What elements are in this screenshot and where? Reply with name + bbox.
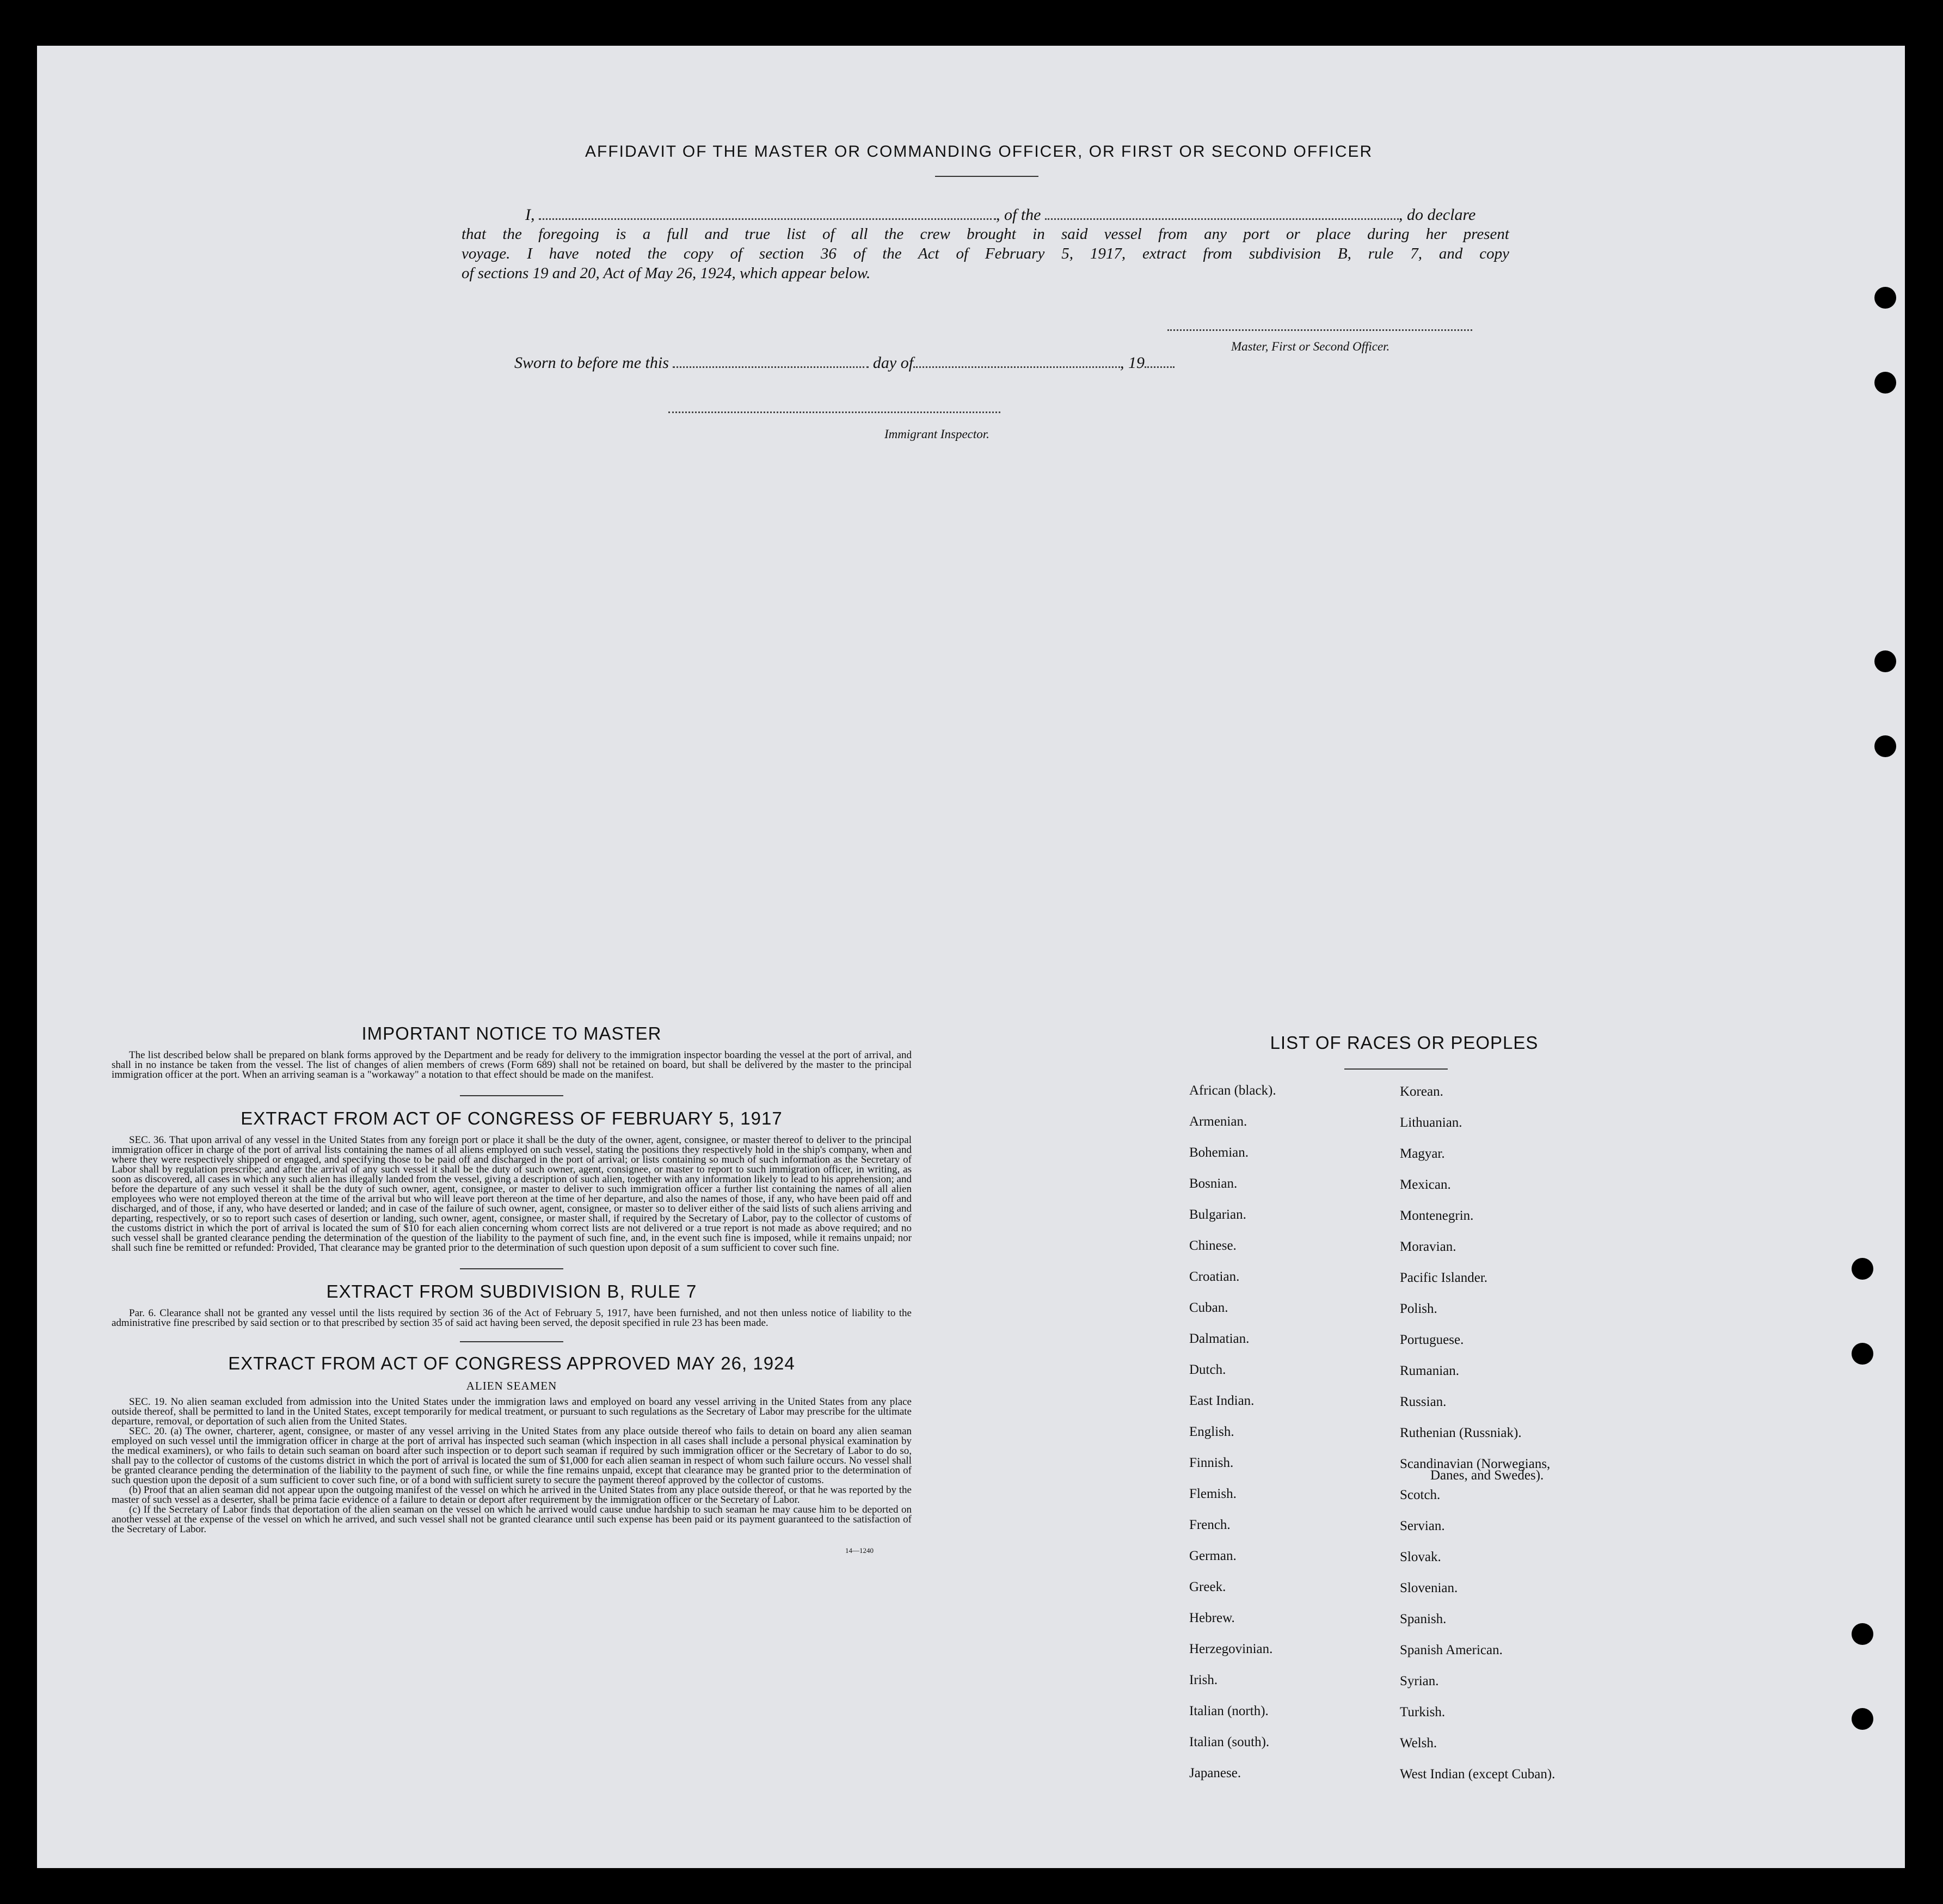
binder-hole: [1874, 650, 1896, 672]
affidavit-i: I,: [525, 206, 535, 224]
race-item: Irish.: [1189, 1673, 1218, 1687]
sec20a-text: SEC. 20. (a) The owner, charterer, agent, consignee, or master of any vessel arriving in the United States from any place outside thereof who fails to detain on board any alien seaman employed on such vessel until the immigration officer in charge at the port of arrival has inspected such seaman (which inspection in all cases shall include a personal physical examination by the medical examiners), or who fails to detain such seaman on board after such inspection or to deport such seaman if required by such immigration officer or the Secretary of Labor to do so, shall pay to the collector of customs of the customs district in which the port of arrival is located the sum of $1,000 for each alien seaman in respect of whom such failure occurs. No vessel shall be granted clearance pending the determination of the liability to the payment of such fine, or while the fine remains unpaid, except that clearance may be granted prior to the determination of such question upon the deposit of a sum sufficient to cover such fine, or of a bond with sufficient surety to secure the payment thereof approved by the collector of customs.: [112, 1426, 912, 1486]
sec20b-text: (b) Proof that an alien seaman did not appear upon the outgoing manifest of the vessel on which he arrived in the United States from any place outside thereof, or that he was reported by the master of such vessel as a deserter, shall be prima facie evidence of a failure to detain or deport after requirement by the immigration officer or the Secretary of Labor.: [112, 1484, 912, 1506]
master-signature-line[interactable]: [1167, 329, 1472, 331]
race-item: Greek.: [1189, 1580, 1226, 1594]
race-item: Croatian.: [1189, 1269, 1240, 1284]
sworn-line: [514, 354, 1175, 372]
affidavit-of-the: , of the: [996, 206, 1041, 224]
binder-hole: [1874, 735, 1896, 757]
year-field[interactable]: [1145, 354, 1175, 368]
race-item: Scandinavian (Norwegians,: [1400, 1457, 1551, 1471]
race-item: West Indian (except Cuban).: [1400, 1767, 1555, 1782]
race-item: Portuguese.: [1400, 1332, 1464, 1347]
form-number: 14—1240: [845, 1546, 874, 1555]
affidavit-title: AFFIDAVIT OF THE MASTER OR COMMANDING OFFICER, OR FIRST OR SECOND OFFICER: [585, 143, 1373, 161]
race-item: English.: [1189, 1424, 1234, 1439]
sec19-text: SEC. 19. No alien seaman excluded from admission into the United States under the immigration laws and employed on board any vessel arriving in the United States from any place outside thereof, shall be permitted to land in the United States, except temporarily for medical treatment, or pursuant to such regulations as the Secretary of Labor may prescribe for the ultimate departure, removal, or deportation of such alien from the United States.: [112, 1396, 912, 1427]
race-item: Mexican.: [1400, 1177, 1451, 1192]
race-item: Polish.: [1400, 1301, 1437, 1316]
race-item: African (black).: [1189, 1083, 1276, 1098]
race-item: Slovak.: [1400, 1550, 1441, 1564]
race-item: Ruthenian (Russniak).: [1400, 1426, 1522, 1440]
binder-hole: [1874, 287, 1896, 309]
race-item: Russian.: [1400, 1395, 1447, 1409]
race-item: Slovenian.: [1400, 1581, 1458, 1595]
binder-hole: [1852, 1343, 1873, 1365]
sec20c-text: (c) If the Secretary of Labor finds that deportation of the alien seaman on the vessel on which he arrived would cause undue hardship to such seaman he may cause him to be deported on another vessel at the expense of the vessel on which he arrived, and such vessel shall not be granted clearance until such expense has been paid or its payment guaranteed to the satisfaction of the Secretary of Labor.: [112, 1504, 912, 1535]
affidavit-body-line: voyage. I have noted the copy of section 36 of the Act of February 5, 1917, extract from subdivision B, rule 7, and copy: [462, 245, 1509, 262]
binder-hole: [1852, 1708, 1873, 1730]
inspector-signature-label: Immigrant Inspector.: [884, 427, 989, 441]
day-of-label: day of: [872, 354, 914, 372]
race-item: Flemish.: [1189, 1487, 1237, 1501]
race-item: Hebrew.: [1189, 1611, 1235, 1625]
master-signature-label: Master, First or Second Officer.: [1231, 340, 1390, 353]
sworn-day-field[interactable]: [673, 354, 869, 368]
inspector-signature-line[interactable]: [668, 411, 1000, 413]
binder-hole: [1852, 1623, 1873, 1645]
race-item: Bulgarian.: [1189, 1207, 1246, 1222]
extract-rule7-title: EXTRACT FROM SUBDIVISION B, RULE 7: [326, 1281, 697, 1301]
race-item: Korean.: [1400, 1084, 1443, 1099]
extract-1917-text: SEC. 36. That upon arrival of any vessel in the United States from any foreign port or place it shall be the duty of the owner, agent, consignee, or master thereof to deliver to the principal immigration officer in charge of the port of arrival lists containing the names of all aliens employed on such vessel, stating the positions they respectively hold in the ship's company, when and where they were respectively shipped or engaged, and specifying those to be paid off and discharged in the port of arrival; or lists containing so much of such information as the Secretary of Labor shall by regulation prescribe; and after the arrival of any such vessel it shall be the duty of such owner, agent, consignee, or master to report to such immigration officer, in writing, as soon as discovered, all cases in which any such alien has illegally landed from the vessel, giving a description of such alien, together with any information likely to lead to his apprehension; and before the departure of any such vessel it shall be the duty of such owner, agent, consignee, or master to deliver to such immigration officer a further list containing the names of all alien employees who were not employed thereon at the time of the arrival but who will leave port thereon at the time of her departure, and also the names of those, if any, who have been paid off and discharged, and of those, if any, who have deserted or landed; and in case of the failure of such owner, agent, consignee, or master so to deliver either of the said lists of such aliens arriving and departing, respectively, or so to report such cases of desertion or landing, such owner, agent, consignee, or master shall, if required by the Secretary of Labor, pay to the collector of customs of the customs district in which the port of arrival is located the sum of $10 for each alien concerning whom correct lists are not delivered or a true report is not made as above required; and no such vessel shall be granted clearance pending the determination of the question of the liability to the payment of such fine, and, in the event such fine is imposed, while it remains unpaid; nor shall such fine be remitted or refunded: Provided, That clearance may be granted prior to the determination of such question upon deposit of a sum sufficient to cover such fine.: [112, 1134, 912, 1254]
race-item: Italian (south).: [1189, 1735, 1270, 1749]
month-field[interactable]: [913, 354, 1120, 368]
race-item: Lithuanian.: [1400, 1115, 1462, 1130]
notice-text: The list described below shall be prepared on blank forms approved by the Department and be ready for delivery to the immigration inspector boarding the vessel at the port of arrival, and shall in no instance be taken from the vessel. The list of changes of alien members of crews (Form 689) shall not be retained on board, but shall be delivered by the master to the principal immigration officer at the port. When an arriving seaman is a "workaway" a notation to that effect should be made on the manifest.: [112, 1049, 912, 1080]
race-item: German.: [1189, 1549, 1237, 1563]
race-item: Chinese.: [1189, 1238, 1237, 1253]
race-item-continuation: Danes, and Swedes).: [1430, 1468, 1544, 1483]
race-item: Spanish.: [1400, 1612, 1447, 1626]
race-item: Dalmatian.: [1189, 1331, 1250, 1346]
alien-seamen-subtitle: ALIEN SEAMEN: [466, 1379, 557, 1392]
race-item: Montenegrin.: [1400, 1208, 1474, 1223]
divider: [460, 1095, 563, 1096]
divider: [460, 1341, 563, 1342]
extract-1924-title: EXTRACT FROM ACT OF CONGRESS APPROVED MAY 26, 1924: [228, 1353, 795, 1373]
document-sheet: [37, 46, 1905, 1868]
extract-rule7-text: Par. 6. Clearance shall not be granted any vessel until the lists required by section 36 of the Act of February 5, 1917, have been furnished, and not then unless notice of liability to the administrative fine prescribed by said section or to that prescribed by section 35 of said act having been served, the deposit specified in rule 23 has been made.: [112, 1307, 912, 1329]
extract-1917-title: EXTRACT FROM ACT OF CONGRESS OF FEBRUARY 5, 1917: [241, 1108, 783, 1128]
race-item: East Indian.: [1189, 1393, 1255, 1408]
binder-hole: [1852, 1258, 1873, 1280]
divider: [460, 1268, 563, 1269]
race-item: Syrian.: [1400, 1674, 1439, 1688]
race-item: Bosnian.: [1189, 1176, 1238, 1191]
sworn-label: Sworn to before me this: [514, 354, 669, 372]
legal-column: [112, 1023, 912, 1555]
race-item: Servian.: [1400, 1519, 1445, 1533]
year-prefix: , 19: [1120, 354, 1145, 372]
race-item: Welsh.: [1400, 1736, 1437, 1751]
race-item: Dutch.: [1189, 1362, 1226, 1377]
affidavit-body: [462, 224, 1509, 283]
vessel-field[interactable]: [1045, 206, 1399, 220]
notice-title: IMPORTANT NOTICE TO MASTER: [361, 1023, 662, 1043]
affidavit-do-declare: , do declare: [1399, 206, 1476, 224]
race-item: Herzegovinian.: [1189, 1642, 1273, 1656]
race-item: French.: [1189, 1518, 1231, 1532]
affidavit-declaration-line: [525, 206, 1475, 224]
race-item: Cuban.: [1189, 1300, 1228, 1315]
race-item: Rumanian.: [1400, 1363, 1460, 1378]
affidavit-body-line: of sections 19 and 20, Act of May 26, 1924, which appear below.: [462, 265, 871, 282]
race-item: Magyar.: [1400, 1146, 1445, 1161]
race-item: Scotch.: [1400, 1488, 1441, 1502]
races-title: LIST OF RACES OR PEOPLES: [1270, 1033, 1539, 1053]
race-item: Italian (north).: [1189, 1704, 1269, 1718]
race-item: Japanese.: [1189, 1766, 1241, 1780]
affidavit-body-line: that the foregoing is a full and true list of all the crew brought in said vessel from any port or place during her present: [462, 225, 1509, 243]
binder-hole: [1874, 372, 1896, 394]
race-item: Turkish.: [1400, 1705, 1446, 1719]
race-item: Armenian.: [1189, 1114, 1247, 1129]
name-field[interactable]: [539, 206, 996, 220]
divider: [1344, 1068, 1448, 1070]
divider: [935, 176, 1038, 177]
race-item: Spanish American.: [1400, 1643, 1503, 1657]
race-item: Pacific Islander.: [1400, 1270, 1488, 1285]
race-item: Moravian.: [1400, 1239, 1456, 1254]
race-item: Finnish.: [1189, 1455, 1234, 1470]
race-item: Bohemian.: [1189, 1145, 1249, 1160]
